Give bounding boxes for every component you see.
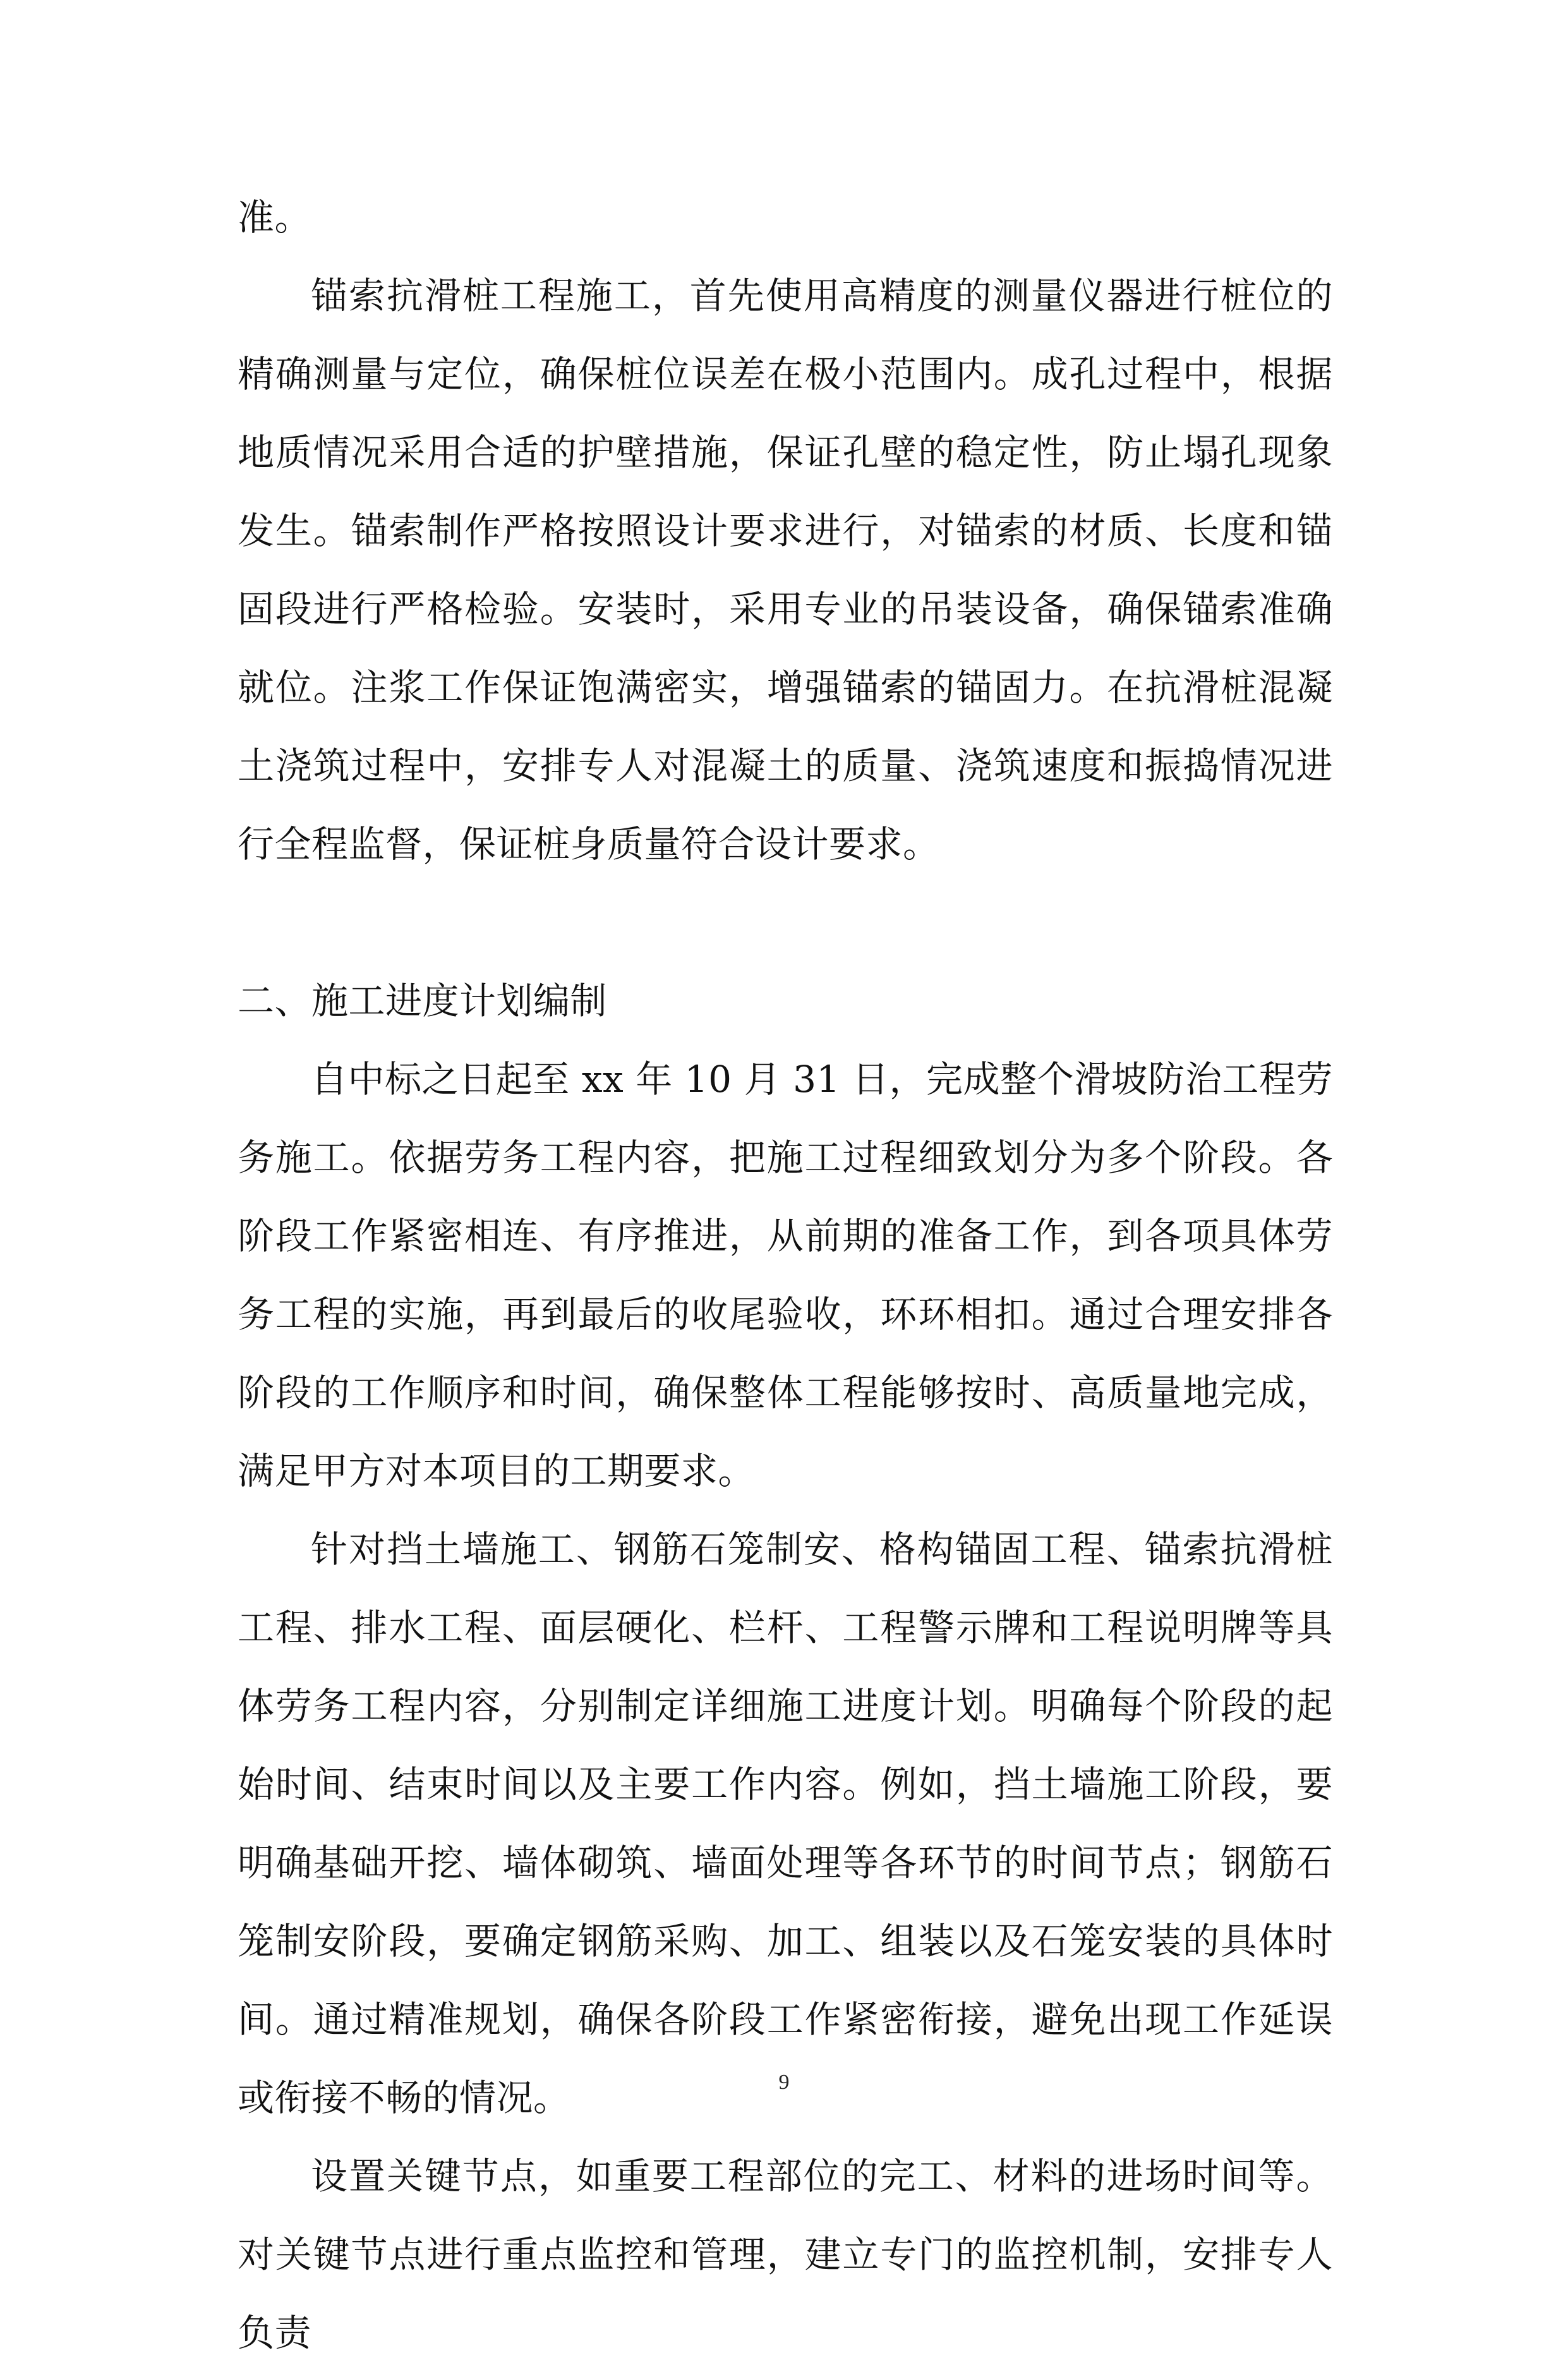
paragraph-detailed-plans: 针对挡土墙施工、钢筋石笼制安、格构锚固工程、锚索抗滑桩工程、排水工程、面层硬化、栏杆、工程警示牌和工程说明牌等具体劳务工程内容，分别制定详细施工进度计划。明确每个阶段的起始时间、结束时间以及主要工作内容。例如，挡土墙施工阶段，要明确基础开挖、墙体砌筑、墙面处理等各环节的时间节点；钢筋石笼制安阶段，要确定钢筋采购、加工、组装以及石笼安装的具体时间。通过精准规划，确保各阶段工作紧密衔接，避免出现工作延误或衔接不畅的情况。 [238, 1528, 1333, 2119]
paragraph-schedule-overview: 自中标之日起至 xx 年 10 月 31 日，完成整个滑坡防治工程劳务施工。依据劳务工程内容，把施工过程细致划分为多个阶段。各阶段工作紧密相连、有序推进，从前期的准备工作，到各项具体劳务工程的实施，再到最后的收尾验收，环环相扣。通过合理安排各阶段的工作顺序和时间，确保整体工程能够按时、高质量地完成，满足甲方对本项目的工期要求。 [238, 1058, 1333, 1492]
section-spacer [238, 883, 1333, 962]
section-heading: 二、施工进度计划编制 [238, 979, 608, 1022]
page-number: 9 [778, 2071, 790, 2094]
paragraph-anchor-pile-construction: 锚索抗滑桩工程施工，首先使用高精度的测量仪器进行桩位的精确测量与定位，确保桩位误差在极小范围内。成孔过程中，根据地质情况采用合适的护壁措施，保证孔壁的稳定性，防止塌孔现象发生。锚索制作严格按照设计要求进行，对锚索的材质、长度和锚固段进行严格检验。安装时，采用专业的吊装设备，确保锚索准确就位。注浆工作保证饱满密实，增强锚索的锚固力。在抗滑桩混凝土浇筑过程中，安排专人对混凝土的质量、浇筑速度和振捣情况进行全程监督，保证桩身质量符合设计要求。 [238, 274, 1333, 866]
page-body [238, 178, 1333, 2372]
paragraph-continuation: 准。 [238, 196, 312, 239]
paragraph-key-nodes: 设置关键节点，如重要工程部位的完工、材料的进场时间等。对关键节点进行重点监控和管理，建立专门的监控机制，安排专人负责 [238, 2155, 1333, 2354]
